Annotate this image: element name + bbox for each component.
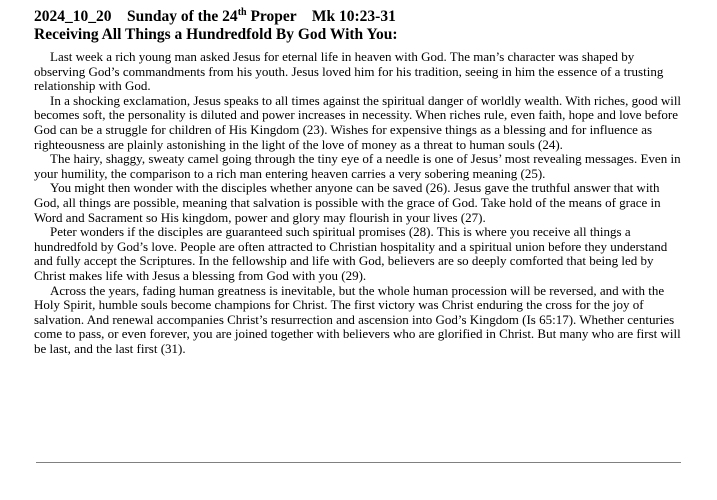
footer-divider <box>36 462 681 463</box>
sermon-heading <box>34 8 687 44</box>
paragraph: Last week a rich young man asked Jesus for eternal life in heaven with God. The man’s character was shaped by observing God’s commandments from his youth. Jesus loved him for his tradition, seeing in him the essence of a trusting relationship with God. <box>34 49 664 94</box>
paragraph: The hairy, shaggy, sweaty camel going through the tiny eye of a needle is one of Jesus’ most revealing messages. Even in your humility, the comparison to a rich man entering heaven carries a very sobering meaning (25). <box>34 151 681 181</box>
occasion-ordinal-suffix: th <box>237 6 247 18</box>
occasion-prefix: Sunday of the 24 <box>127 8 238 25</box>
sermon-title: Receiving All Things a Hundredfold By God With You: <box>34 26 398 43</box>
occasion-suffix: Proper <box>246 8 297 25</box>
sermon-date: 2024_10_20 <box>34 8 112 25</box>
dateline <box>34 8 687 26</box>
scripture-reference: Mk 10:23-31 <box>311 8 396 25</box>
paragraph: In a shocking exclamation, Jesus speaks to all times against the spiritual danger of worldly wealth. With riches, good will becomes soft, the personality is diluted and power increases in necessity. When riches rule, even faith, hope and love before God can be a struggle for children of His Kingdom (23). Wishes for expensive things as a blessing and for influence as righteousness are plainly astonishing in the light of the love of money as a threat to human souls (24). <box>34 92 682 152</box>
paragraph: Peter wonders if the disciples are guaranteed such spiritual promises (28). This is where you receive all things a hundredfold by God’s love. People are often attracted to Christian hospitality and a spiritual union before they understand and fully accept the Scriptures. In the fellowship and life with God, believers are so deeply comforted that being led by Christ makes life with Jesus a blessing from God with you (29). <box>34 224 668 283</box>
paragraph: You might then wonder with the disciples whether anyone can be saved (26). Jesus gave the truthful answer that with God, all things are possible, meaning that salvation is possible with the grace of God. Take hold of the means of grace in Word and Sacrament so His kingdom, power and glory may flourish in your lives (27). <box>34 180 661 225</box>
paragraph: Across the years, fading human greatness is inevitable, but the whole human procession will be reversed, and with the Holy Spirit, humble souls become champions for Christ. The first victory was Christ enduring the cross for the joy of salvation. And renewal accompanies Christ’s resurrection and ascension into God’s Kingdom (Is 65:17). Whether centuries come to pass, or even forever, you are joined together with believers who are glorified in Christ. But many who are first will be last, and the last first (31). <box>34 282 681 356</box>
sermon-body <box>34 50 687 356</box>
